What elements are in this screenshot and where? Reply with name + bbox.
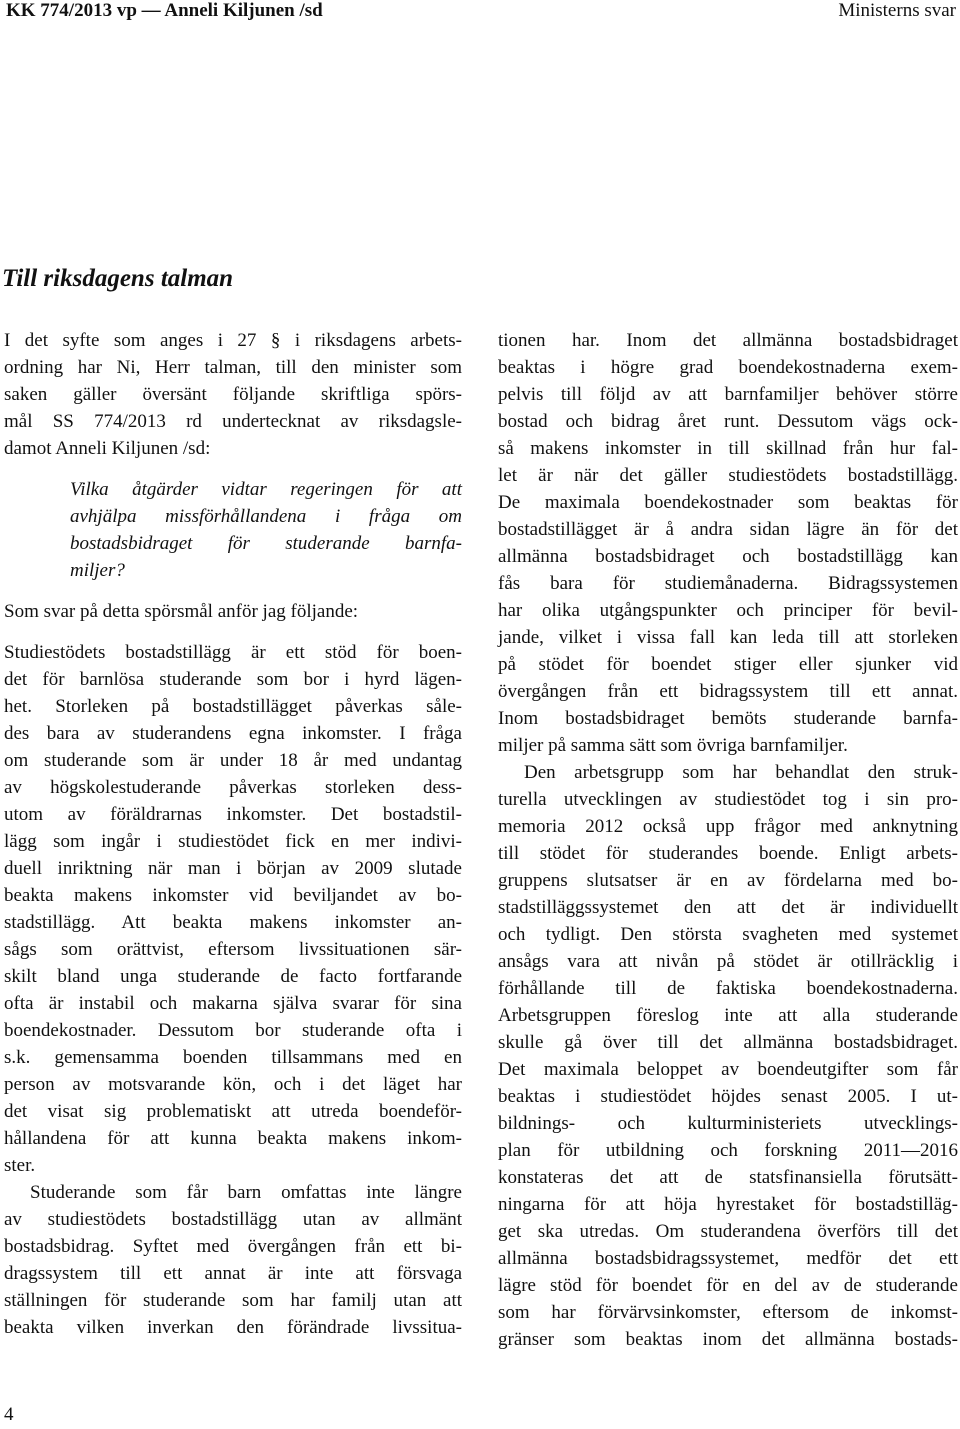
text-line: bostadsbidrag. Syftet med övergången från ett bi- (4, 1236, 462, 1257)
text-line: dragssystem till ett annat är inte att försvaga (4, 1263, 462, 1284)
text-line: Vilka åtgärder vidtar regeringen för att (70, 479, 462, 500)
text-line: och tydligt. Den största svagheten med systemet (498, 924, 958, 945)
text-line: mål SS 774/2013 rd undertecknat av riksdagsle- (4, 411, 462, 432)
text-line: till stödet för studerandes boende. Enligt arbets- (498, 843, 958, 864)
text-line: förhållande till de faktiska boendekostnaderna. (498, 978, 958, 999)
text-line: det visat sig problematiskt att utreda boendeför- (4, 1101, 462, 1122)
right-column (498, 327, 958, 1353)
text-line: av studiestödets bostadstillägg utan av allmänt (4, 1209, 462, 1230)
text-line: har olika utgångspunkter och principer för bevil- (498, 600, 958, 621)
text-line: ster. (4, 1155, 36, 1176)
text-line: gränser som beaktas inom det allmänna bostads- (498, 1329, 958, 1350)
text-line: utom av föräldrarnas inkomster. Det bostadstil- (4, 804, 462, 825)
text-line: övergången från ett bidragssystem till ett annat. (498, 681, 958, 702)
text-line: Den arbetsgrupp som har behandlat den struk- (524, 762, 958, 783)
text-line: des bara av studerandens egna inkomster. I fråga (4, 723, 462, 744)
text-line: beakta makens inkomster vid beviljandet av bo- (4, 885, 462, 906)
text-line: ofta är instabil och makarna själva svarar för sina (4, 993, 462, 1014)
text-line: det för barnlösa studerande som bor i hyrd lägen- (4, 669, 462, 690)
answer-paragraph-3 (498, 759, 958, 1353)
text-line: bostadstillägget är å andra sidan lägre än för det (498, 519, 958, 540)
left-column (4, 327, 462, 1341)
text-line: bildnings- och kulturministeriets utvecklings- (498, 1113, 958, 1134)
text-line: pelvis till följd av att barnfamiljer behöver större (498, 384, 958, 405)
text-line: om studerande som är under 18 år med undantag (4, 750, 462, 771)
text-line: I det syfte som anges i 27 § i riksdagens arbets- (4, 330, 462, 351)
text-line: Studiestödets bostadstillägg är ett stöd för boen- (4, 642, 462, 663)
text-line: let är när det gäller studiestödets bostadstillägg. (498, 465, 958, 486)
text-line: avhjälpa missförhållandena i fråga om (70, 506, 462, 527)
text-line: så makens inkomster in till skillnad från hur fal- (498, 438, 958, 459)
text-line: tionen har. Inom det allmänna bostadsbidraget (498, 330, 958, 351)
text-line: skulle gå över till det allmänna bostadsbidraget. (498, 1032, 958, 1053)
text-line: s.k. gemensamma boenden tillsammans med en (4, 1047, 462, 1068)
text-line: sågs som orättvist, eftersom livssituationen sär- (4, 939, 462, 960)
text-line: stadstillägg. Att beakta makens inkomster an- (4, 912, 462, 933)
text-line: Inom bostadsbidraget bemöts studerande barnfa- (498, 708, 958, 729)
text-line: allmänna bostadsbidragssystemet, medför det ett (498, 1248, 958, 1269)
text-line: fås bara för studiemånaderna. Bidragssystemen (498, 573, 958, 594)
text-line: boendekostnader. Dessutom bor studerande ofta i (4, 1020, 462, 1041)
text-line: ansågs vara att nivån på stödet är otillräcklig i (498, 951, 958, 972)
text-line: Det maximala beloppet av boendeutgifter som får (498, 1059, 958, 1080)
text-line: Arbetsgruppen föreslog inte att alla studerande (498, 1005, 958, 1026)
text-line: duell inriktning när man i början av 2009 slutade (4, 858, 462, 879)
text-line: gruppens slutsatser är en av fördelarna med bo- (498, 870, 958, 891)
text-line: person av motsvarande kön, och i det läget har (4, 1074, 462, 1095)
page-number: 4 (4, 1404, 14, 1425)
text-line: lägre stöd för boendet för en del av de studerande (498, 1275, 958, 1296)
answer-intro: Som svar på detta spörsmål anför jag följande: (4, 601, 359, 622)
text-line: plan för utbildning och forskning 2011—2016 (498, 1140, 958, 1161)
text-line: bostad och bidrag året runt. Dessutom vägs ock- (498, 411, 958, 432)
text-line: stadstilläggssystemet den att det är individuellt (498, 897, 958, 918)
text-line: bostadsbidraget för studerande barnfa- (70, 533, 462, 554)
text-line: jande, vilket i vissa fall kan leda till att storleken (498, 627, 958, 648)
text-line: ställningen för studerande som har familj utan att (4, 1290, 462, 1311)
header-document-ref: KK 774/2013 vp — Anneli Kiljunen /sd (6, 0, 323, 21)
text-line: ningarna för att höja hyrestaket för bostadstilläg- (498, 1194, 958, 1215)
page-title: Till riksdagens talman (2, 265, 234, 292)
text-line: beakta vilken inverkan den förändrade livssitua- (4, 1317, 462, 1338)
text-line: damot Anneli Kiljunen /sd: (4, 438, 211, 459)
question-quote (70, 476, 462, 584)
text-line: get ska utredas. Om studerandena överförs till det (498, 1221, 958, 1242)
text-line: miljer? (70, 560, 125, 581)
text-line: av högskolestuderande påverkas storleken dess- (4, 777, 462, 798)
page-header (0, 0, 960, 24)
text-line: konstateras det att de statsfinansiella förutsätt- (498, 1167, 958, 1188)
answer-paragraph-1-continued (498, 327, 958, 759)
text-line: lägg som ingår i studiestödet fick en mer indivi- (4, 831, 462, 852)
text-line: memoria 2012 också upp frågor med anknytning (498, 816, 958, 837)
intro-paragraph (4, 327, 462, 462)
text-line: som har förvärvsinkomster, eftersom de inkomst- (498, 1302, 958, 1323)
text-line: De maximala boendekostnader som beaktas för (498, 492, 958, 513)
header-section-title: Ministerns svar (838, 0, 956, 21)
text-line: het. Storleken på bostadstillägget påverkas såle- (4, 696, 462, 717)
text-line: beaktas i studiestödet höjdes senast 2005. I ut- (498, 1086, 958, 1107)
text-line: ordning har Ni, Herr talman, till den minister som (4, 357, 462, 378)
text-line: saken gäller översänt följande skriftliga spörs- (4, 384, 462, 405)
answer-paragraph-2 (4, 1179, 462, 1341)
text-line: turella utvecklingen av studiestödet tog i sin pro- (498, 789, 958, 810)
text-line: skilt bland unga studerande de facto fortfarande (4, 966, 462, 987)
text-line: miljer på samma sätt som övriga barnfamiljer. (498, 735, 848, 756)
answer-paragraph-1 (4, 639, 462, 1179)
text-line: på stödet för boendet stiger eller sjunker vid (498, 654, 958, 675)
text-line: hållandena för att kunna beakta makens inkom- (4, 1128, 462, 1149)
text-line: Studerande som får barn omfattas inte längre (30, 1182, 462, 1203)
text-line: allmänna bostadsbidraget och bostadstillägg kan (498, 546, 958, 567)
text-line: beaktas i högre grad boendekostnaderna exem- (498, 357, 958, 378)
